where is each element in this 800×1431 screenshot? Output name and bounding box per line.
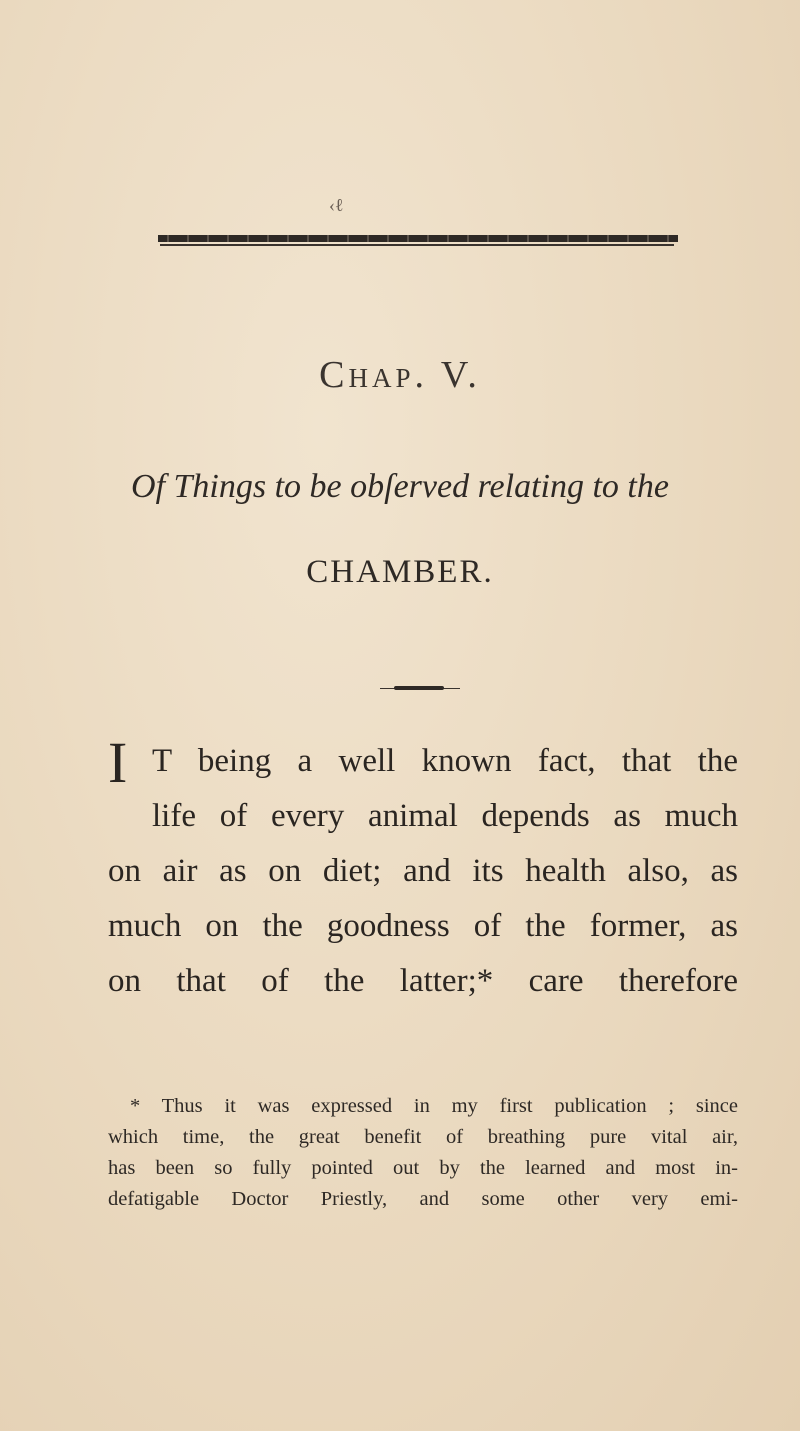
separator-rule bbox=[380, 686, 460, 691]
footnote-line: which time, the great benefit of breathing pure vital air, bbox=[108, 1126, 738, 1148]
footnote-line: defatigable Doctor Priestly, and some other very emi- bbox=[108, 1188, 738, 1210]
footnote-line: has been so fully pointed out by the learned and most in- bbox=[108, 1157, 738, 1179]
section-title: CHAMBER. bbox=[306, 554, 494, 590]
body-paragraph bbox=[108, 730, 738, 1009]
page-mark: ‹ℓ bbox=[329, 195, 344, 215]
body-line: on air as on diet; and its health also, as bbox=[108, 853, 738, 889]
chapter-subtitle: Of Things to be obſerved relating to the bbox=[131, 468, 669, 505]
header-ornament bbox=[158, 233, 684, 249]
chapter-heading: Chap. V. bbox=[319, 354, 481, 396]
footnote-line: * Thus it was expressed in my first publication ; since bbox=[130, 1095, 738, 1117]
footnote bbox=[108, 1091, 738, 1215]
body-line: life of every animal depends as much bbox=[152, 798, 738, 834]
body-line: on that of the latter;* care therefore bbox=[108, 963, 738, 999]
body-line: T being a well known fact, that the bbox=[152, 743, 738, 779]
body-line: much on the goodness of the former, as bbox=[108, 908, 738, 944]
drop-cap: I bbox=[108, 730, 128, 795]
